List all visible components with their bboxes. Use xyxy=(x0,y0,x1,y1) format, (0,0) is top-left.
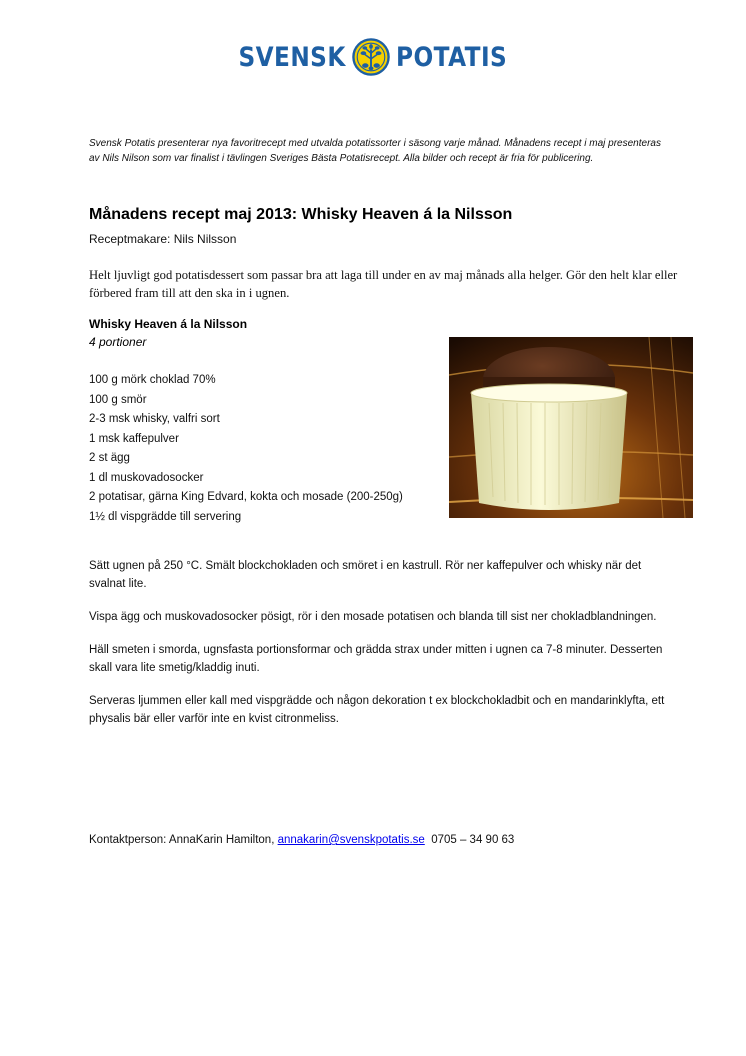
instruction-step: Serveras ljummen eller kall med vispgrädde och någon dekoration t ex blockchokladbit och en mandarinklyfta, ett physalis bär eller varför inte en kvist citronmeliss. xyxy=(89,695,665,725)
ingredient-item: 1 msk kaffepulver xyxy=(89,432,179,445)
ingredient-item: 2-3 msk whisky, valfri sort xyxy=(89,413,220,425)
intro-text: Svensk Potatis presenterar nya favoritrecept med utvalda potatissorter i säsong varje månad. Månadens recept i maj presenteras av Nils Nilson som var finalist i tävlingen Sveriges Bästa Potatisrecept. Alla bilder och recept är fria för publicering. xyxy=(89,138,661,164)
ingredient-item: 1 dl muskovadosocker xyxy=(89,471,204,484)
logo-left-word: SVENSK xyxy=(238,41,346,73)
ingredient-item: 2 st ägg xyxy=(89,452,130,464)
recipe-portions: 4 portioner xyxy=(89,335,147,349)
description: Helt ljuvligt god potatisdessert som passar bra att laga till under en av maj månads alla helger. Gör den helt klar eller förbered fram till att den ska in i ugnen. xyxy=(89,268,678,300)
ingredient-item: 100 g smör xyxy=(89,393,147,406)
recipe-name: Whisky Heaven á la Nilsson xyxy=(89,317,248,331)
page-title: Månadens recept maj 2013: Whisky Heaven á la Nilsson xyxy=(89,206,513,223)
logo-right-word: POTATIS xyxy=(395,41,507,73)
contact-prefix: Kontaktperson: AnnaKarin Hamilton, xyxy=(89,834,278,846)
instruction-step: Häll smeten i smorda, ugnsfasta portionsformar och grädda strax under mitten i ugnen ca 7-8 minuter. Desserten skall vara lite smetig/kladdig inuti. xyxy=(89,644,663,674)
instruction-step: Vispa ägg och muskovadosocker pösigt, rör i den mosade potatisen och blanda till sist ner chokladblandningen. xyxy=(89,611,657,623)
instructions xyxy=(89,557,669,743)
potato-plant-emblem-icon xyxy=(352,38,390,76)
chocolate-souffle-photo xyxy=(449,337,693,518)
instruction-step: Sätt ugnen på 250 °C. Smält blockchokladen och smöret i en kastrull. Rör ner kaffepulver och whisky när det svalnat lite. xyxy=(89,560,642,590)
ingredient-item: 2 potatisar, gärna King Edvard, kokta och mosade (200-250g) xyxy=(89,491,403,503)
ingredient-list xyxy=(89,371,403,527)
recipe-maker: Receptmakare: Nils Nilsson xyxy=(89,232,237,246)
ingredient-item: 100 g mörk choklad 70% xyxy=(89,374,216,386)
logo xyxy=(0,38,746,76)
email-link[interactable]: annakarin@svenskpotatis.se xyxy=(277,834,425,846)
ingredient-item: 1½ dl vispgrädde till servering xyxy=(89,510,242,523)
contact-phone: 0705 – 34 90 63 xyxy=(431,834,515,846)
contact-line xyxy=(89,834,514,846)
